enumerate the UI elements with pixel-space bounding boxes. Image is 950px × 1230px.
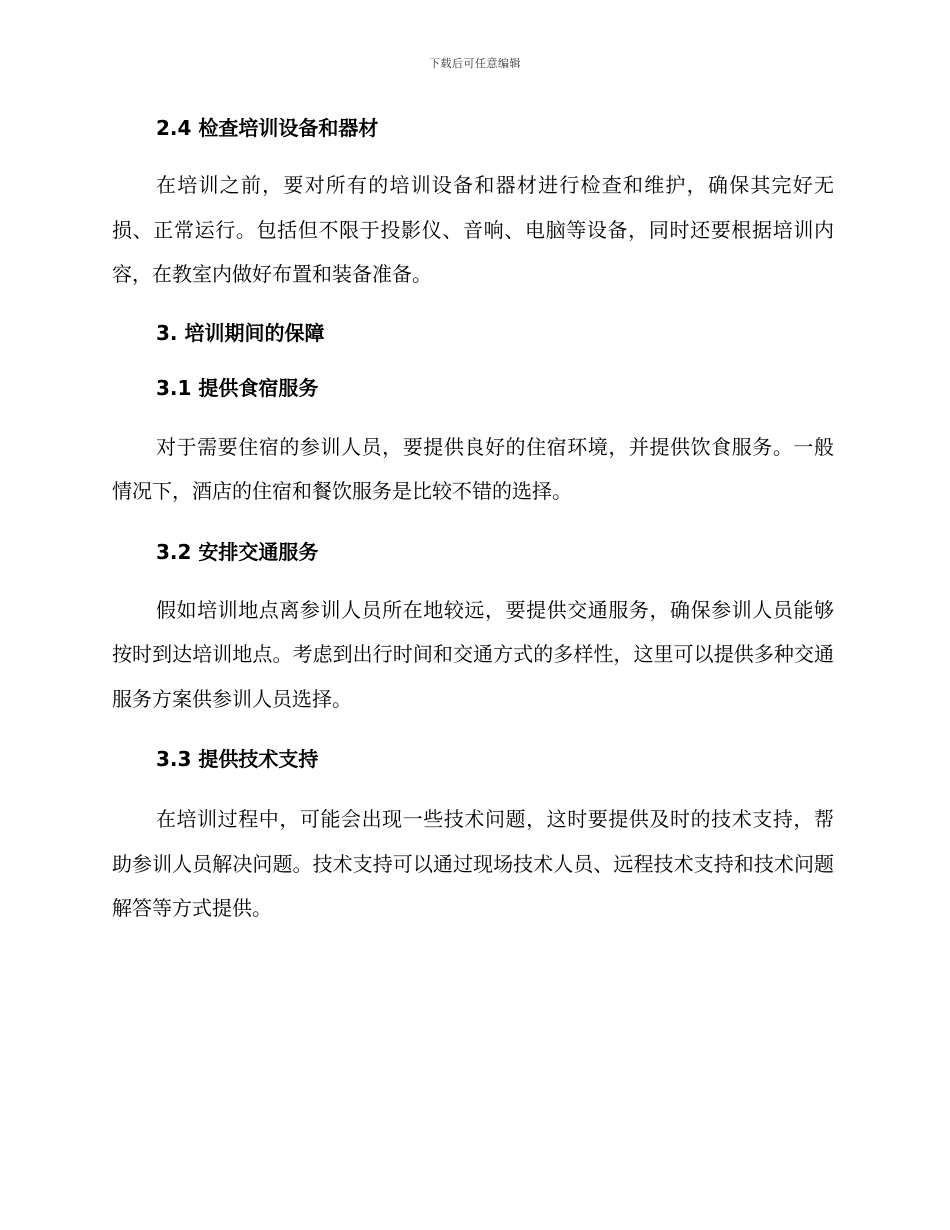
section-paragraph-3-2: 假如培训地点离参训人员所在地较远，要提供交通服务，确保参训人员能够按时到达培训地点。考虑到出行时间和交通方式的多样性，这里可以提供多种交通服务方案供参训人员选择。 xyxy=(112,597,834,711)
section-heading-3-2: 3.2 安排交通服务 xyxy=(156,539,319,564)
section-paragraph-3-1: 对于需要住宿的参训人员，要提供良好的住宿环境，并提供饮食服务。一般情况下，酒店的住宿和餐饮服务是比较不错的选择。 xyxy=(112,434,834,503)
section-paragraph-2-4: 在培训之前，要对所有的培训设备和器材进行检查和维护，确保其完好无损、正常运行。包括但不限于投影仪、音响、电脑等设备，同时还要根据培训内容，在教室内做好布置和装备准备。 xyxy=(112,173,834,286)
document-body xyxy=(112,108,834,931)
section-paragraph-3-3: 在培训过程中，可能会出现一些技术问题，这时要提供及时的技术支持，帮助参训人员解决问题。技术支持可以通过现场技术人员、远程技术支持和技术问题解答等方式提供。 xyxy=(112,807,834,920)
section-heading-3: 3. 培训期间的保障 xyxy=(156,320,325,345)
section-heading-2-4: 2.4 检查培训设备和器材 xyxy=(156,116,379,140)
section-heading-3-3: 3.3 提供技术支持 xyxy=(156,747,319,771)
section-heading-3-1: 3.1 提供食宿服务 xyxy=(156,375,319,400)
page-header: 下载后可任意编辑 xyxy=(429,57,521,70)
